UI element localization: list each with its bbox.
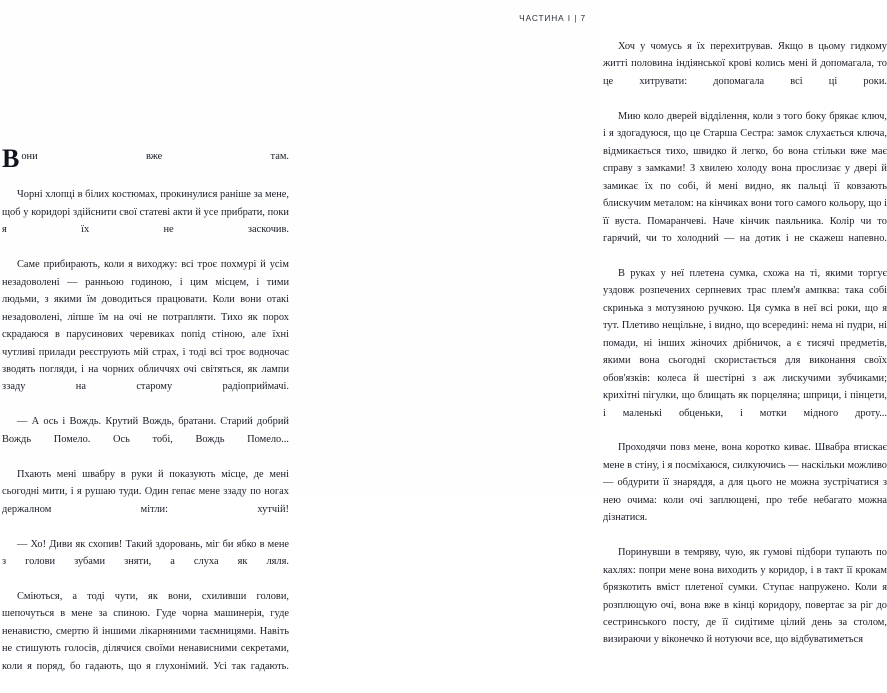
drop-cap: В [2,144,20,173]
paragraph-text: — А ось і Вождь. Крутий Вождь, братани. Старий добрий Вождь Помело. Ось тобі, Вождь Помело... [2,416,289,445]
right-page-textblock [603,38,887,649]
paragraph [2,588,289,693]
paragraph [603,265,887,440]
paragraph [603,544,887,649]
paragraph [2,256,289,413]
paragraph-text: Чорні хлопці в білих костюмах, прокинулися раніше за мене, щоб у коридорі здійснити свої статеві акти й усе прибрати, поки я їх не заскочив. [2,189,289,236]
paragraph-opening [2,144,289,186]
paragraph [603,38,887,108]
right-page [296,0,887,646]
paragraph [2,186,289,256]
left-page [0,0,296,672]
left-page-textblock [2,144,289,693]
paragraph [603,108,887,265]
paragraph-text: В руках у неї плетена сумка, схожа на ті, якими торгує уздовж розпечених серпневих трас плем'я ампква: така собі скринька з мотузяною ручкою. Ця сумка в неї всі роки, що я тут. Плетиво нещільне, і видно, що всередині: нема ні пудри, ні помади, ні інших жіночих дрібничок, а є тисячі предметів, якими вона сьогодні скористається для виконання своїх обов'язків: колеса й шестірні з аж лискучими зубчиками; крихітні пігулки, що блищать як порцеляна; шприци, і пінцети, і маленькі обценьки, і мотки мідного дроту... [603,267,887,419]
paragraph-text: они вже там. [21,151,289,162]
running-head: ЧАСТИНА I | 7 [519,13,586,23]
paragraph-text: Пхають мені швабру в руки й показують місце, де мені сьогодні мити, і я рушаю туди. Один гепає мене ззаду по ногах держалном мітли: хутчій! [2,468,289,515]
paragraph-text: Саме прибирають, коли я виходжу: всі троє похмурі й усім незадоволені — ранньою годиною, і цим місцем, і тими людьми, з якими їм доводиться працювати. Коли вони отакі незадоволені, ліпше їм на очі не потрапляти. Тихо як порох скрадаюся в парусинових черевиках попід стіною, але їхні чутливі прилади реєструють мій страх, і тоді всі троє водночас зводять погляди, і на чорних обличчях очі світяться, як лампи ззаду на старому радіоприймачі. [2,259,289,393]
paragraph-text: Мию коло дверей відділення, коли з того боку брякає ключ, і я здогадуюся, що це Старша Сестра: замок слухається ключа, відмикається тихо, швидко й легко, бо вона стільки вже має справу з замками! З хвилею холоду вона прослизає у двері й замикає їх по собі, й мені видно, як пальці її ковзають блискучим металом: на кінчиках вони того самого кольору, що і її вуста. Помаранчеві. Наче кінчик паяльника. Колір чи то гарячий, чи то холодний — на дотик і не скажеш напевно. [603,110,887,244]
paragraph-text: Поринувши в темряву, чую, як гумові підбори тупають по кахлях: попри мене вона виходить у коридор, і в такт її крокам брязкотить вміст плетеної сумки. Ступає напружено. Коли я розплющую очі, вона вже в кінці коридору, повертає за ріг до сестринського посту, де її сидітиме цілий день за столом, визираючи у віконечко й нотуючи все, що відбуватиметься [603,547,887,646]
paragraph [603,439,887,544]
paragraph-dialogue [2,413,289,465]
paragraph-text: Хоч у чомусь я їх перехитрував. Якщо в цьому гидкому житті половина індіянської крові колись мені й допомагала, то це хитрувати: допомагала всі ці роки. [603,41,887,87]
paragraph-text: Сміються, а тоді чути, як вони, схиливши голови, шепочуться в мене за спиною. Гуде чорна машинерія, гуде ненавистю, смертю й іншими лікарняними таємницями. Навіть не стишують голосів, ділячися своїми ненависними секретами, коли я поряд, бо гадають, що я глухонімий. Усі так гадають. [2,590,289,672]
paragraph-text: Проходячи повз мене, вона коротко киває. Швабра втискає мене в стіну, і я посміхаюся, силкуючись — наскільки можливо — обдурити її знаряддя, а для цього не можна зустрічатися з нею очима: коли очі заплющені, про тебе небагато можна дізнатися. [603,442,887,524]
paragraph-dialogue [2,536,289,588]
paragraph [2,466,289,536]
paragraph-text: — Хо! Диви як схопив! Такий здоровань, міг би ябко в мене з голови зубами зняти, а слуха як ляля. [2,538,289,567]
